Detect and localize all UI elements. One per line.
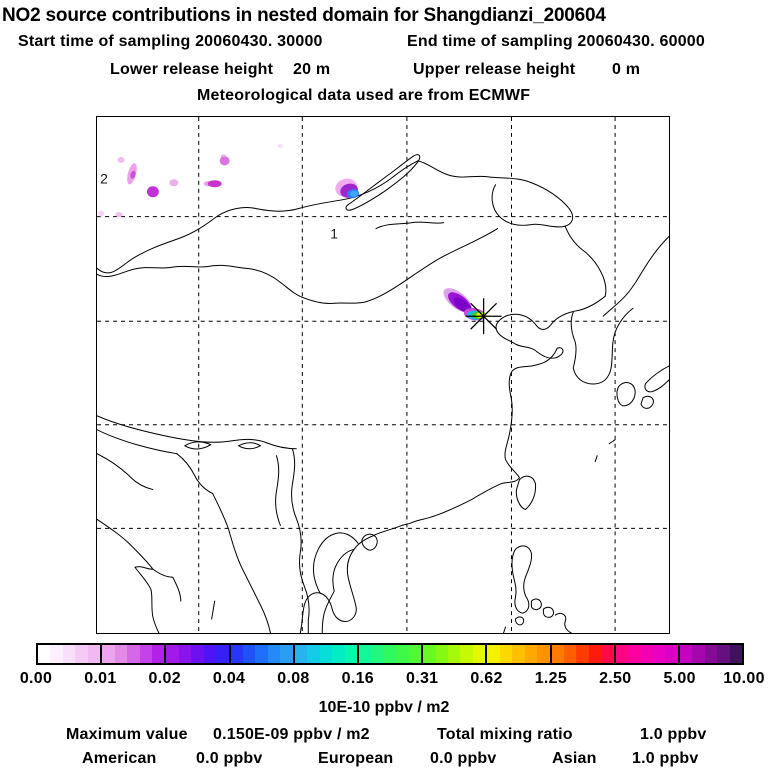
colorbar-cell: [320, 645, 332, 663]
colorbar-cell: [231, 645, 243, 663]
colorbar-tick-0.62: 0.62: [470, 670, 503, 687]
colorbar-cell: [255, 645, 267, 663]
colorbar-segment-4: [293, 643, 359, 665]
colorbar-cell: [204, 645, 216, 663]
end-time-text: End time of sampling 20060430. 60000: [407, 33, 706, 50]
colorbar-segment-10: [678, 643, 744, 665]
colorbar-cell: [396, 645, 408, 663]
colorbar-segment-3: [229, 643, 295, 665]
max-value-number: 0.150E-09 ppbv / m2: [213, 726, 370, 743]
colorbar-cell: [268, 645, 280, 663]
mixing-ratio-label: Total mixing ratio: [437, 726, 573, 743]
plume-ellipse: [208, 180, 222, 187]
colorbar-tick-0.04: 0.04: [212, 670, 246, 687]
graticule: [97, 117, 669, 633]
colorbar-cell: [152, 645, 164, 663]
source-ratios-row: [0, 750, 768, 770]
colorbar-cell: [345, 645, 357, 663]
colorbar-segment-9: [614, 643, 680, 665]
coastlines: [97, 155, 669, 633]
start-time-text: Start time of sampling 20060430. 30000: [18, 33, 323, 50]
colorbar-cell: [384, 645, 396, 663]
colorbar-cell: [692, 645, 704, 663]
source-american-value: 0.0 ppbv: [196, 750, 263, 767]
met-data-text: Meteorological data used are from ECMWF: [197, 87, 531, 104]
colorbar-cell: [436, 645, 448, 663]
colorbar-tick-1.25: 1.25: [534, 670, 568, 687]
colorbar-segment-0: [36, 643, 102, 665]
source-european-label: European: [318, 750, 394, 767]
colorbar-unit-label: 10E-10 ppbv / m2: [318, 699, 450, 716]
plume-ellipse: [116, 212, 123, 217]
colorbar-cell: [487, 645, 499, 663]
colorbar-cell: [589, 645, 601, 663]
colorbar-cell: [628, 645, 640, 663]
map-svg: [97, 117, 669, 633]
receptor-star-marker: [466, 298, 502, 334]
colorbar-tick-5.00: 5.00: [663, 670, 696, 687]
colorbar-cell: [88, 645, 100, 663]
japan-honshu-path: [645, 366, 669, 392]
colorbar-cell: [601, 645, 613, 663]
colorbar-cell: [38, 645, 50, 663]
colorbar-cell: [50, 645, 62, 663]
colorbar-cell: [307, 645, 319, 663]
source-american-label: American: [82, 750, 157, 767]
source-asian-value: 1.0 ppbv: [632, 750, 699, 767]
max-value-label: Maximum value: [66, 726, 188, 743]
japan-kyushu-path: [617, 382, 653, 408]
central-asia-border-path: [97, 229, 497, 304]
korea-path: [571, 308, 633, 384]
colorbar-segment-7: [485, 643, 551, 665]
map-label-1: 1: [330, 225, 338, 242]
colorbar-cell: [525, 645, 537, 663]
plume-ellipse: [278, 144, 283, 148]
bohai-coast-path: [300, 296, 605, 633]
colorbar-cell: [127, 645, 139, 663]
colorbar-cell: [564, 645, 576, 663]
upper-release-label: Upper release height: [413, 61, 576, 78]
luzon-path: [512, 546, 532, 613]
colorbar-cell: [665, 645, 677, 663]
max-value-row: [0, 726, 768, 746]
colorbar-cell: [460, 645, 472, 663]
nepal-lens-path: [185, 442, 261, 449]
colorbar-cell: [216, 645, 228, 663]
colorbar-cell: [448, 645, 460, 663]
lower-release-value: 20 m: [293, 61, 331, 78]
colorbar-cell: [140, 645, 152, 663]
colorbar-tick-2.50: 2.50: [599, 670, 632, 687]
plume-ellipse: [118, 157, 125, 163]
colorbar-tick-0.00: 0.00: [19, 670, 53, 687]
colorbar-cell: [166, 645, 178, 663]
colorbar-cell: [409, 645, 421, 663]
lower-release-label: Lower release height: [110, 61, 274, 78]
colorbar-cell: [641, 645, 653, 663]
plume-layer: [98, 144, 486, 322]
colorbar-cell: [295, 645, 307, 663]
colorbar-cell: [115, 645, 127, 663]
colorbar-cell: [730, 645, 742, 663]
colorbar-cell: [473, 645, 485, 663]
colorbar-tick-0.01: 0.01: [84, 670, 117, 687]
plume-ellipse: [220, 156, 230, 165]
map-label-2: 2: [100, 170, 108, 187]
colorbar-segment-2: [164, 643, 230, 665]
colorbar-cell: [243, 645, 255, 663]
colorbar-cell: [359, 645, 371, 663]
colorbar-tick-0.31: 0.31: [406, 670, 439, 687]
lake-baikal-path: [346, 155, 420, 211]
visayas-path: [504, 599, 572, 633]
mixing-ratio-value: 1.0 ppbv: [640, 726, 707, 743]
colorbar-cell: [512, 645, 524, 663]
colorbar-segment-1: [100, 643, 166, 665]
colorbar-tick-0.02: 0.02: [148, 670, 181, 687]
colorbar-cell: [576, 645, 588, 663]
mongolia-north-wiggle: [376, 222, 444, 229]
plume-ellipse: [169, 179, 178, 186]
colorbar-segment-8: [550, 643, 616, 665]
source-asian-label: Asian: [552, 750, 597, 767]
colorbar-cell: [705, 645, 717, 663]
colorbar-segment-6: [421, 643, 487, 665]
colorbar-cell: [63, 645, 75, 663]
indochina-border-path: [313, 533, 358, 633]
colorbar-cell: [280, 645, 292, 663]
upper-release-value: 0 m: [612, 61, 641, 78]
colorbar-cell: [191, 645, 203, 663]
colorbar: [36, 643, 744, 665]
map-panel: [96, 116, 670, 634]
plot-title: NO2 source contributions in nested domain for Shangdianzi_200604: [2, 5, 606, 26]
bengal-coast-path: [97, 519, 181, 633]
colorbar-tick-0.16: 0.16: [341, 670, 374, 687]
colorbar-cell: [537, 645, 549, 663]
taiwan-path: [516, 476, 535, 509]
colorbar-cell: [680, 645, 692, 663]
colorbar-cell: [717, 645, 729, 663]
colorbar-cell: [332, 645, 344, 663]
plume-ellipse: [147, 186, 159, 197]
colorbar-cell: [500, 645, 512, 663]
okinawa-dashes-path: [595, 440, 615, 462]
himalaya-border-path: [97, 416, 296, 454]
colorbar-cell: [423, 645, 435, 663]
ussuri-coast-path: [603, 237, 669, 317]
andaman-path: [212, 601, 215, 619]
colorbar-tick-10.00: 10.00: [723, 670, 765, 687]
colorbar-tick-0.08: 0.08: [277, 670, 310, 687]
colorbar-segment-5: [357, 643, 423, 665]
colorbar-cell: [653, 645, 665, 663]
hainan-path: [362, 534, 377, 550]
colorbar-cell: [179, 645, 191, 663]
colorbar-cell: [371, 645, 383, 663]
colorbar-cell: [552, 645, 564, 663]
myanmar-coast-path: [213, 494, 271, 633]
colorbar-cell: [75, 645, 87, 663]
source-european-value: 0.0 ppbv: [430, 750, 497, 767]
ganges-line-path: [97, 454, 213, 494]
colorbar-cell: [102, 645, 114, 663]
colorbar-cell: [616, 645, 628, 663]
plume-ellipse: [98, 211, 104, 217]
